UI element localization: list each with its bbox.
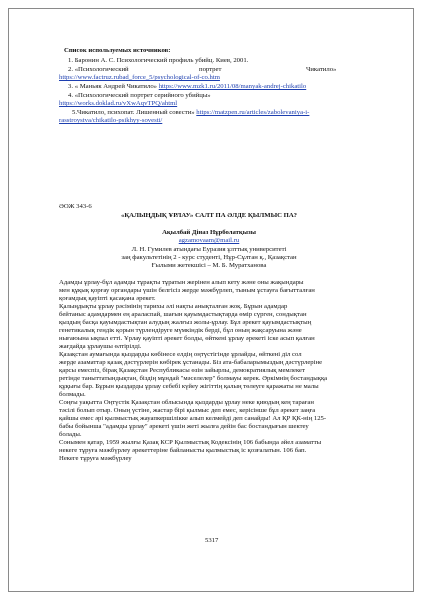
body-line: Некеге тұруға мәжбүрлеу — [59, 455, 132, 462]
body-line: қыздың басқа қауымдастықтан алудың жалғыз жолы-ұрлау. Бұл әрекет қауымдастықтың — [59, 319, 312, 326]
body-line: Қалыңдықты ұрлау рәсімінің тарихы әлі нақты анықталған жоқ. Бұрын адамдар — [59, 303, 288, 310]
article-title: «ҚАЛЫҢДЫҚ ҰРЛАУ» САЛТ ПА ӘЛДЕ ҚЫЛМЫС ПА? — [120, 212, 298, 219]
body-line: нығаюына ықпал етті. Ұрлау қауіпті әрекет болды, өйткені ұрлау әрекеті іске асып қалған — [59, 335, 315, 342]
reference-link-5-cont[interactable]: rasstroystva/chikatilo-psikhyy-sovesti/ — [59, 117, 163, 124]
affiliation-university: Л. Н. Гумилев атындағы Еуразия ұлттық университеті — [131, 246, 287, 253]
body-line: болады. — [59, 431, 82, 438]
body-line: мен құқық қорғау органдары үшін белгісіз жерде мәжбүрлеп, тыным ұстауға бағытталған — [59, 287, 315, 294]
affiliation-faculty: заң факультетінің 2 - курс студенті, Нұр-Сұлтан қ., Қазақстан — [121, 254, 297, 261]
author-email-link[interactable]: agzamovaam@mail.ru — [178, 237, 240, 244]
reference-link-3[interactable]: https://www.mzk1.ru/2011/08/manyak-andrej-chikatilo — [158, 83, 307, 90]
reference-item-2-start: 2. «Психологический — [68, 66, 129, 73]
body-line: Соңғы уақытта Оңтүстік Қазақстан облысында қыздарды ұрлау неке қиюдың кең тараған — [59, 399, 314, 406]
reference-link-4[interactable]: https://works.doklad.ru/vXwAqvTPQ/ahtml — [59, 100, 178, 107]
body-line: некеге тұруға мәжбүрлеу әрекеттеріне байланысты қылмыстық іс қозғалатын. 106 бап. — [59, 447, 307, 454]
body-line: жағдайда ұрлаушы өлтірілді. — [59, 343, 142, 350]
body-line: қоғамдық қауіпті қасақана әрекет. — [59, 295, 156, 302]
body-line: Сонымен қатар, 1959 жылғы Қазақ КСР Қылмыстық Кодексінің 106 бабында әйел азаматты — [59, 439, 322, 446]
reference-link-2[interactable]: https://www.factruz.rubad_force_5/psychological-of-co.htm — [59, 74, 220, 81]
udc-code: ӘОЖ 343-6 — [59, 203, 92, 210]
supervisor: Ғылыми жетекшісі – М. Б. Муратханова — [151, 262, 267, 269]
reference-item-2-end: Чикатило» — [306, 66, 337, 73]
reference-item-3-text: 3. « Маньяк Андрей Чикатило» — [68, 83, 159, 90]
body-line: жерде азаматтар қазақ дәстүрлерін көбірек ұстанады. Біз ата-бабаларымыздың дәстүрлеріне — [59, 359, 323, 366]
body-line: болмады. — [59, 391, 86, 398]
body-line: құқығы бар. Бұрын қыздарды ұрлау себебі күйеу жігіттің қалың төлеуге қаражаты не малы — [59, 383, 319, 390]
reference-item-2-mid: портрет — [199, 66, 222, 73]
reference-item-5 — [72, 109, 309, 116]
body-line: қарсы емеспіз, бірақ Қазақстан Республикасы өзін зайырлы, демократиялық мемлекет — [59, 367, 305, 374]
author-name: Ақылбай Діназ Нұрболатқызы — [162, 229, 256, 236]
author-email — [59, 237, 359, 244]
reference-item-3 — [68, 83, 306, 90]
reference-link-5[interactable]: https://matzpen.ru/articles/zabolevaniya-i- — [196, 109, 310, 116]
body-line: генетикалық гендік қорын түрлендіруге мүмкіндік берді, бұл оның жақсаруына және — [59, 327, 302, 334]
body-line: бейтаныс адамдармен ең араласпай, шағын қауымдастықтарда өмір сүрген, сондықтан — [59, 311, 307, 318]
body-line: тәсілі болып отыр. Оның үстіне, жастар бірі қылмыс деп емес, керісінше бұл әрекет заңға — [59, 407, 316, 414]
body-line: Қазақстан аумағында қыздарды көбінесе елдің оңтүстігінде ұрлайды, өйткені діл сол — [59, 351, 302, 358]
page-number: 5317 — [205, 537, 219, 544]
reference-item-1: 1. Баронин А. С. Психологический профиль убийц. Киев, 2001. — [68, 57, 249, 64]
body-line: қайшы емес әрі қылмыстық жауапкершілікке алып келмейді деп санайды! Ал ҚР ҚК-нің 125- — [59, 415, 327, 422]
reference-item-4: 4. «Психологический портрет серийного убийцы» — [68, 92, 211, 99]
body-line: Адамды ұрлау-бұл адамды тұрақты тұратын жерінен алып кету және оны жақындары — [59, 279, 304, 286]
references-heading: Список используемых источников: — [64, 47, 171, 54]
reference-item-5-text: 5.Чикатило, психопат. Лишенный совести» — [72, 109, 197, 116]
body-line: ретінде таныттатындықтан, біздің мұндай "мәселелер" болмауы керек. Әркімнің бостандыққа — [59, 375, 328, 382]
body-line: бабы бойынша "адамды ұрлау" әрекеті үшін жеті жылға дейін бас бостандығын шектеу — [59, 423, 309, 430]
